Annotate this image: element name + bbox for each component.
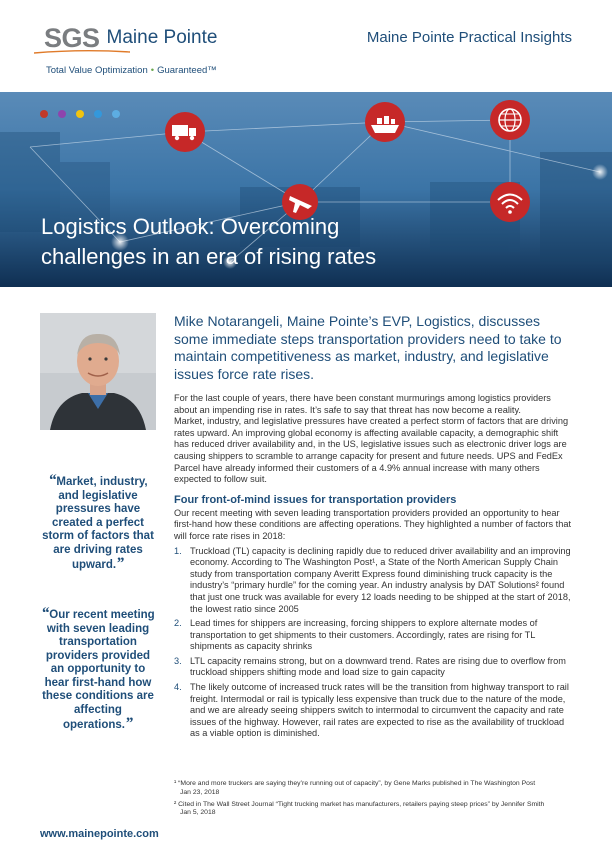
author-portrait-icon [40, 313, 156, 430]
truck-icon [165, 112, 205, 152]
author-photo [40, 313, 156, 430]
article-intro: Mike Notarangeli, Maine Pointe’s EVP, Logistics, discusses some immediate steps transportation providers need to take to maintain competitiveness as market, industry, and legislative issues force rate rises. [174, 313, 562, 382]
globe-icon [490, 100, 530, 140]
quote-text: Market, industry, and legislative pressures have created a perfect storm of factors that are driving rates upward. [42, 476, 154, 571]
pull-quote-1 [40, 474, 156, 573]
quote-open-mark: “ [41, 605, 50, 622]
list-item [174, 546, 574, 616]
list-item [174, 656, 574, 679]
list-text: Truckload (TL) capacity is declining rapidly due to reduced driver availability and an improving economy. According to The Washington Post¹, a State of the North American Supply Chain study from transportation company Averitt Express found diminishing truck capacity is the industry’s “primary hurdle” for the coming year. An industry analysis by DAT Solutions² found that just one truck was available for every 12 loads needing to be shipped at the start of 2018, the lowest ratio since 2005 [190, 545, 571, 614]
title-line-2: challenges in an era of rising rates [41, 244, 377, 269]
logo-company-name: Maine Pointe [106, 27, 218, 48]
tagline [46, 65, 217, 76]
quote-open-mark: “ [48, 472, 57, 489]
quote-close-mark: ” [116, 555, 125, 572]
footnote-date: Jan 5, 2018 [180, 809, 216, 817]
footnote-text: ¹ “More and more truckers are saying they’re running out of capacity”, by Gene Marks published in The Washington Post [174, 780, 536, 787]
issues-list [174, 546, 574, 741]
publication-title: Maine Pointe Practical Insights [366, 29, 572, 46]
quote-close-mark: ” [124, 715, 133, 732]
list-item [174, 618, 574, 653]
pull-quote-2 [40, 607, 156, 733]
logo-swoosh-icon [34, 50, 130, 54]
website-link[interactable]: www.mainepointe.com [40, 828, 159, 840]
list-text: LTL capacity remains strong, but on a downward trend. Rates are rising due to overflow from truckload shippers shifting mode and load size to gain capacity [190, 655, 566, 678]
article-title [41, 212, 376, 272]
tagline-part1: Total Value Optimization [46, 65, 148, 76]
section-intro: Our recent meeting with seven leading transportation providers provided an opportunity to hear first-hand how these conditions are affecting operations. They highlighted a number of factors that will force rate rises in 2018: [174, 507, 572, 541]
footnotes [174, 780, 574, 821]
page-header [0, 0, 612, 92]
list-text: Lead times for shippers are increasing, forcing shippers to explore alternate modes of transportation to get shipments to their customers. Accordingly, rates are rising for TL shipments as capacity shrinks [190, 618, 538, 652]
footnote-text: ² Cited in The Wall Street Journal “Tight trucking market has manufacturers, retailers paying steep prices” by Jennifer Smith [174, 800, 545, 808]
article-body [174, 313, 574, 743]
footnote-1 [174, 780, 574, 798]
list-number: 2. [174, 618, 182, 629]
article-paragraphs [174, 393, 574, 486]
footnote-2 [174, 801, 574, 819]
sgs-maine-pointe-logo [44, 18, 217, 58]
paragraph-2: Market, industry, and legislative pressures have created a perfect storm of factors that are driving rates upward. An improving global economy is affecting available capacity, a demographic shift has reduced driver availability and, in the US, legislative issues such as electronic driver logs are causing shippers to scramble to arrange capacity for present and future needs. UPS and FedEx Parcel have already informed their customers of a 4.9% annual increase with many others expected to follow suit. [174, 416, 569, 485]
wifi-icon [490, 182, 530, 222]
tagline-separator: • [150, 65, 155, 76]
footnote-date: Jan 23, 2018 [180, 788, 220, 796]
section-heading: Four front-of-mind issues for transportation providers [174, 493, 457, 506]
quote-text: Our recent meeting with seven leading transportation providers provided an opportunity to hear first-hand how these conditions are affecting operations. [42, 609, 155, 731]
list-number: 3. [174, 655, 182, 666]
list-item [174, 682, 574, 740]
logo-sgs-text: SGS [44, 22, 100, 53]
list-text: The likely outcome of increased truck rates will be the transition from highway transport to rail freight. Intermodal or rail is typically less expensive than truck due to the nature of the mode, and we are already seeing shippers switch to intermodal to circumvent the capacity and rate issues of the highway. However, rail rates are expected to rise as the availability of truckload as a viable option is diminished. [190, 682, 569, 739]
list-number: 4. [174, 682, 182, 693]
hero-banner [0, 92, 612, 287]
tagline-part2: Guaranteed™ [157, 65, 217, 76]
list-number: 1. [174, 545, 182, 556]
paragraph-1: For the last couple of years, there have been constant murmurings among logistics providers about an impending rise in rates. It’s safe to say that threat has now become a reality. [174, 393, 551, 415]
ship-icon [365, 102, 405, 142]
title-line-1: Logistics Outlook: Overcoming [41, 214, 340, 239]
